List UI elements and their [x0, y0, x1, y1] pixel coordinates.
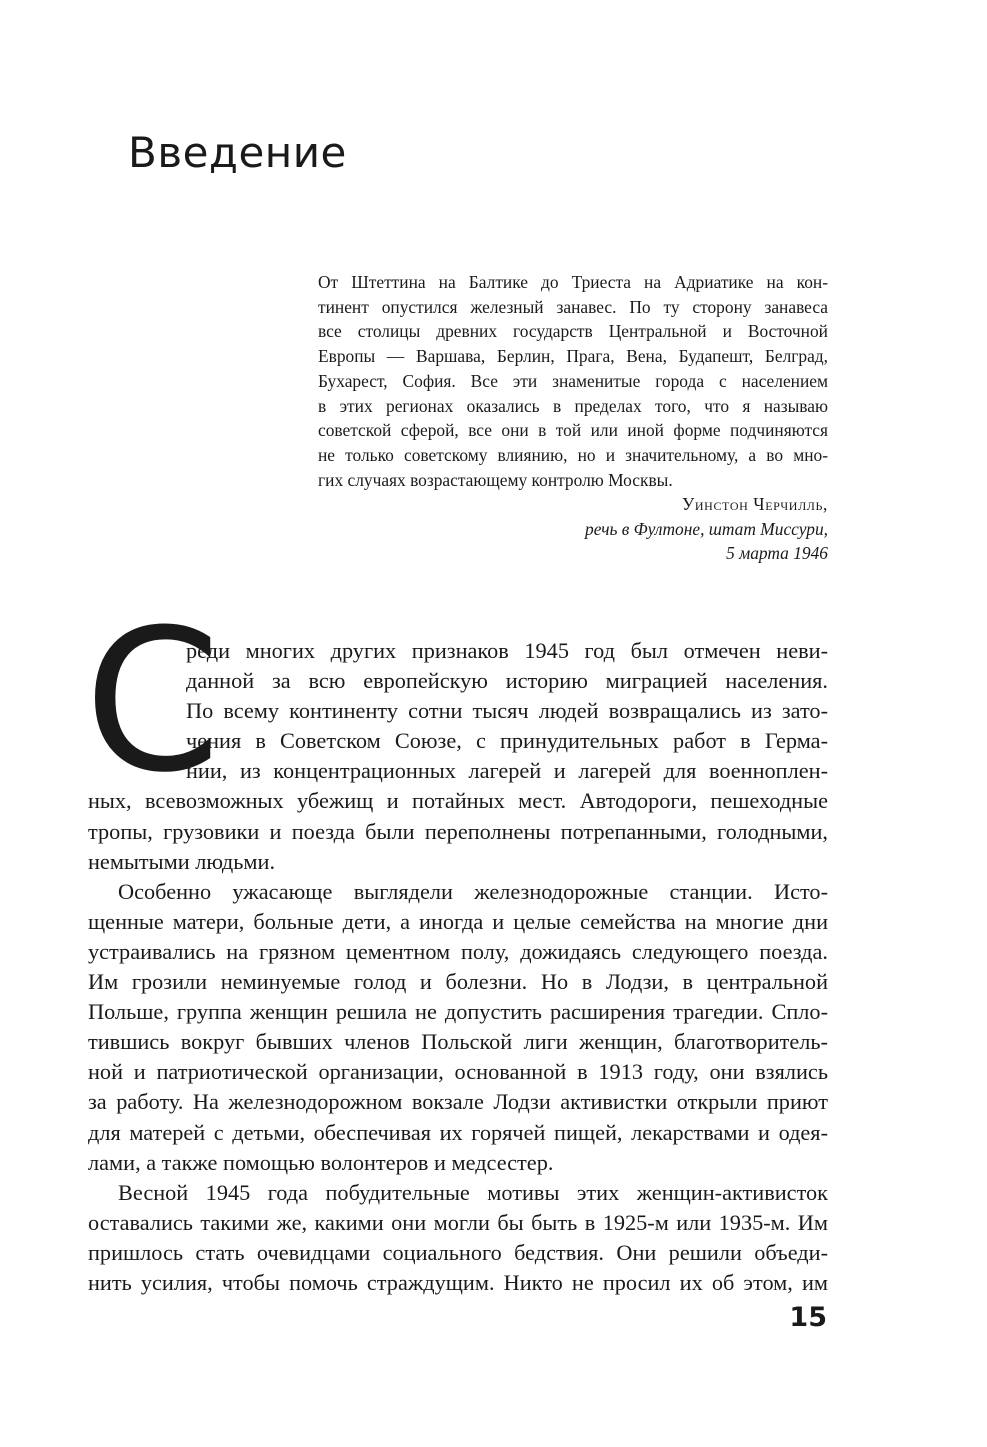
body-line: данной за всю европейскую историю миграцией населения.: [186, 668, 828, 694]
body-line: реди многих других признаков 1945 год был отмечен неви-: [186, 638, 828, 663]
body-line: для матерей с детьми, обеспечивая их горячей пищей, лекарствами и одея-: [88, 1119, 828, 1145]
drop-cap: С: [84, 588, 221, 816]
body-line: Польше, группа женщин решила не допустить расширения трагедии. Спло-: [88, 999, 828, 1025]
body-line: оставались такими же, какими они могли бы быть в 1925-м или 1935-м. Им: [88, 1209, 828, 1235]
epigraph-line: гих случаях возрастающему контролю Москвы.: [318, 469, 673, 490]
epigraph-attribution: [585, 492, 828, 566]
epigraph-line: тинент опустился железный занавес. По ту сторону занавеса: [318, 296, 828, 317]
epigraph-line: все столицы древних государств Центральной и Восточной: [318, 321, 828, 342]
epigraph-date: 5 марта 1946: [726, 543, 828, 564]
body-line: за работу. На железнодорожном вокзале Лодзи активистки открыли приют: [88, 1089, 828, 1115]
chapter-title: Введение: [128, 128, 347, 177]
epigraph-source: речь в Фултоне, штат Миссури,: [585, 518, 828, 539]
body-line: Особенно ужасающе выглядели железнодорожные станции. Исто-: [118, 878, 828, 904]
epigraph-line: не только советскому влиянию, но и значительному, а во мно-: [318, 444, 828, 465]
epigraph-author: Уинстон Черчилль,: [682, 494, 828, 514]
body-line: По всему континенту сотни тысяч людей возвращались из зато-: [186, 698, 828, 724]
body-line: Им грозили неминуемые голод и болезни. Но в Лодзи, в центральной: [88, 969, 828, 995]
epigraph-line: От Штеттина на Балтике до Триеста на Адриатике на кон-: [318, 272, 828, 292]
body-line: щенные матери, больные дети, а иногда и целые семейства на многие дни: [88, 908, 828, 934]
body-text: [88, 636, 828, 1298]
epigraph-quote: [318, 270, 828, 492]
epigraph-line: Бухарест, София. Все эти знаменитые города с населением: [318, 370, 828, 391]
body-line: ной и патриотической организации, основанной в 1913 году, они взялись: [88, 1059, 828, 1085]
body-line: немытыми людьми.: [88, 848, 276, 874]
epigraph-line: Европы — Варшава, Берлин, Прага, Вена, Будапешт, Белград,: [318, 346, 828, 367]
body-line: лами, а также помощью волонтеров и медсестер.: [88, 1149, 554, 1175]
epigraph-line: советской сферой, все они в той или иной форме подчиняются: [318, 420, 828, 441]
body-line: чения в Советском Союзе, с принудительных работ в Герма-: [186, 728, 828, 754]
page-number: 15: [789, 1302, 827, 1333]
body-line: нить усилия, чтобы помочь страждущим. Никто не просил их об этом, им: [88, 1269, 828, 1295]
body-line: пришлось стать очевидцами социального бедствия. Они решили объеди-: [88, 1239, 828, 1265]
body-line: нии, из концентрационных лагерей и лагерей для военноплен-: [186, 758, 828, 784]
body-line: тившись вокруг бывших членов Польской лиги женщин, благотворитель-: [88, 1029, 828, 1055]
body-line: устраивались на грязном цементном полу, дожидаясь следующего поезда.: [88, 938, 828, 964]
body-line: тропы, грузовики и поезда были переполнены потрепанными, голодными,: [88, 818, 828, 844]
body-line: Весной 1945 года побудительные мотивы этих женщин-активисток: [118, 1179, 828, 1205]
body-line: ных, всевозможных убежищ и потайных мест. Автодороги, пешеходные: [88, 788, 828, 814]
epigraph-line: в этих регионах оказались в пределах того, что я называю: [318, 395, 828, 416]
